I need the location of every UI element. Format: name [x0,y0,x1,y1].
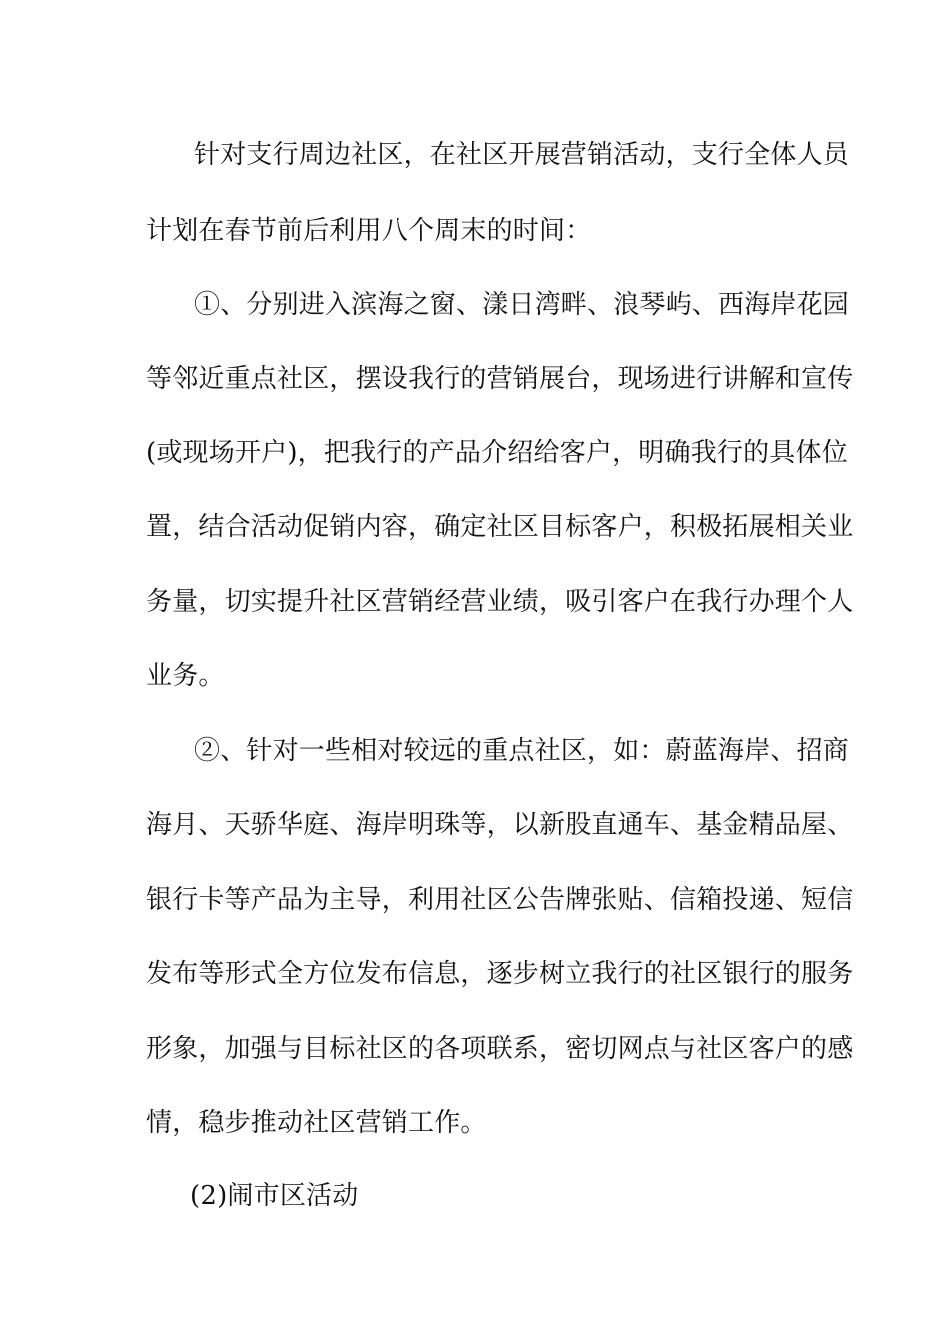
section-heading: (2)闹市区活动 [190,1181,359,1211]
paragraph-3-line-6: 情，稳步推动社区营销工作。 [146,1108,487,1138]
paragraph-3-line-2: 海月、天骄华庭、海岸明珠等，以新股直通车、基金精品屋、 [146,810,854,840]
paragraph-3-line-5: 形象，加强与目标社区的各项联系，密切网点与社区客户的感 [146,1034,854,1064]
paragraph-2-line-1: ①、分别进入滨海之窗、漾日湾畔、浪琴屿、西海岸花园 [194,290,850,320]
paragraph-2-line-2: 等邻近重点社区，摆设我行的营销展台，现场进行讲解和宣传 [146,364,854,394]
paragraph-2-line-4: 置，结合活动促销内容，确定社区目标客户，积极拓展相关业 [146,512,854,542]
paragraph-3-line-3: 银行卡等产品为主导，利用社区公告牌张贴、信箱投递、短信 [146,885,854,915]
paragraph-3-line-4: 发布等形式全方位发布信息，逐步树立我行的社区银行的服务 [146,959,854,989]
paragraph-2-line-3: (或现场开户)，把我行的产品介绍给客户，明确我行的具体位 [146,438,848,468]
paragraph-3-line-1: ②、针对一些相对较远的重点社区，如：蔚蓝海岸、招商 [194,736,850,766]
paragraph-1-line-1: 针对支行周边社区，在社区开展营销活动，支行全体人员 [194,140,850,170]
paragraph-2-line-5: 务量，切实提升社区营销经营业绩，吸引客户在我行办理个人 [146,587,854,617]
paragraph-1-line-2: 计划在春节前后利用八个周末的时间： [146,216,592,246]
paragraph-2-line-6: 业务。 [146,661,225,691]
